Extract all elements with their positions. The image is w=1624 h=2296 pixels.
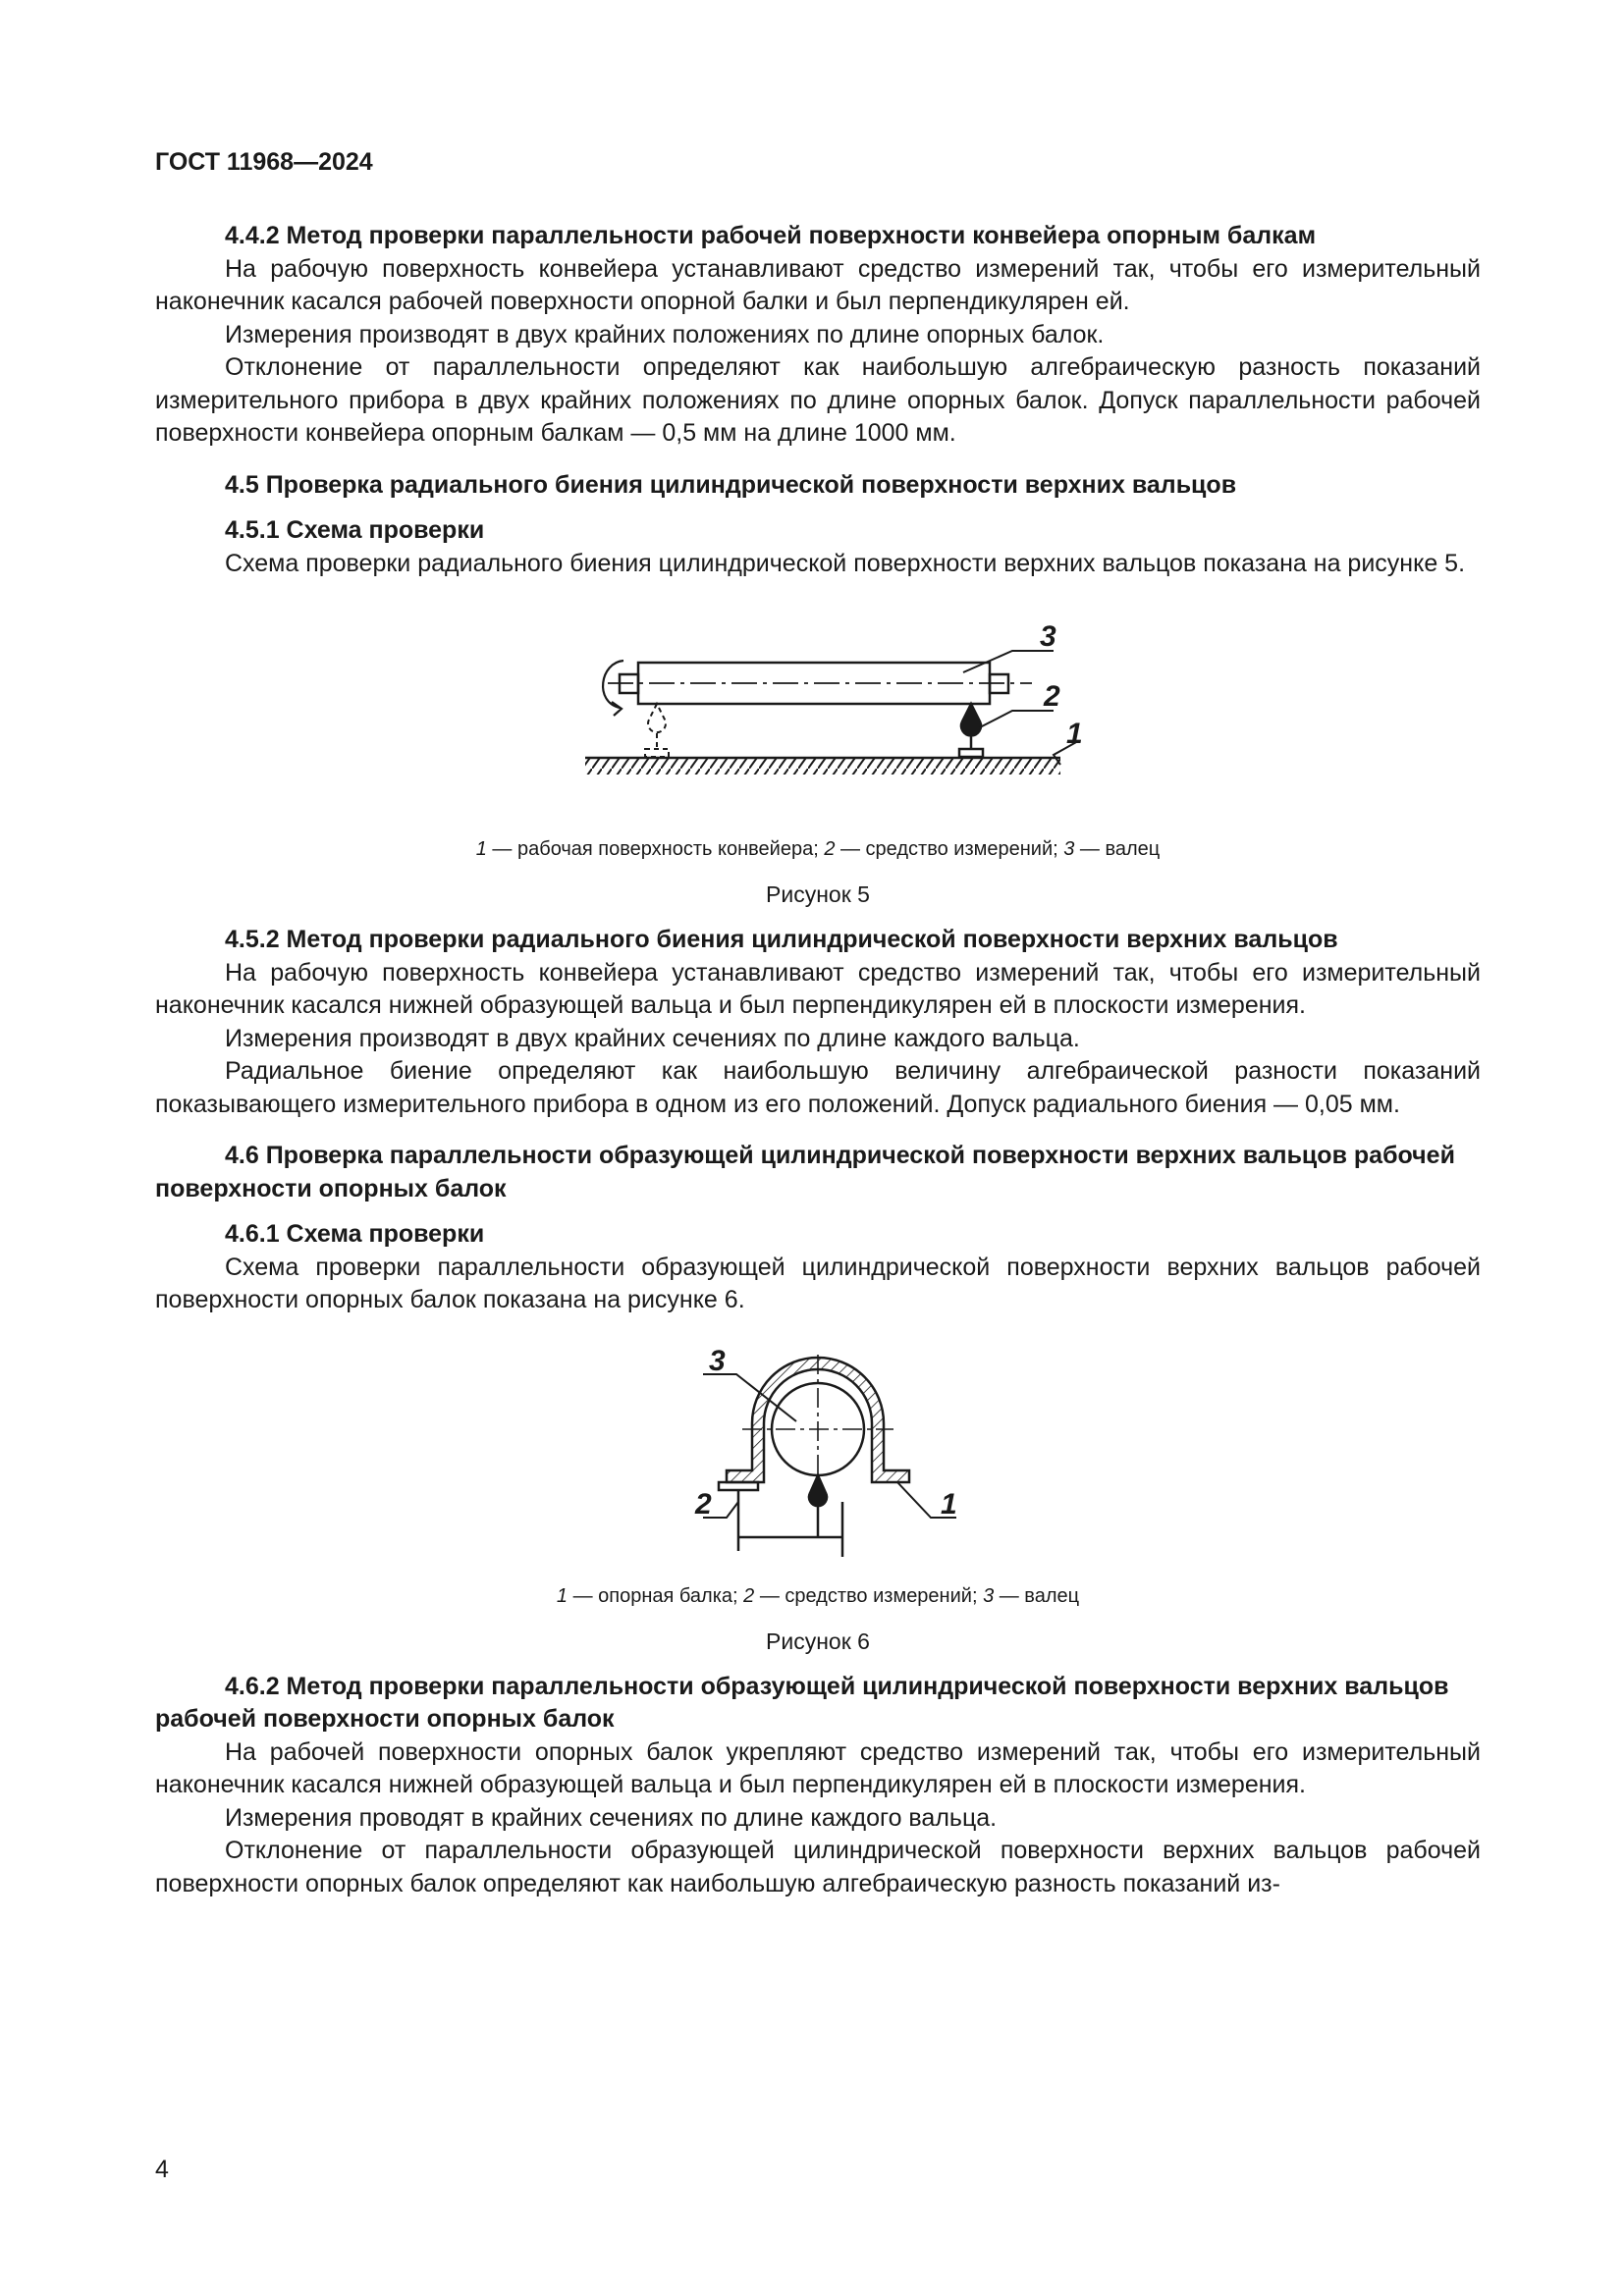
heading-4-5-1: 4.5.1 Схема проверки: [225, 516, 485, 544]
heading-4-6-1: 4.6.1 Схема проверки: [225, 1220, 485, 1248]
legend-number: 1: [556, 1584, 568, 1607]
measuring-instrument: [719, 1475, 842, 1557]
legend-text: — средство измерений;: [835, 838, 1064, 860]
paragraph: Измерения производят в двух крайних положениях по длине опорных балок.: [225, 320, 1105, 348]
paragraph: На рабочую поверхность конвейера устанавливают средство измерений так, чтобы его измерительный наконечник касался рабочей поверхности опорной балки и был перпендикулярен ей.: [155, 254, 1481, 315]
conveyor-surface: [585, 758, 1060, 774]
heading-4-5-2: 4.5.2 Метод проверки радиального биения цилиндрической поверхности верхних вальцов: [225, 926, 1338, 953]
measuring-instrument: [959, 704, 983, 757]
legend-text: — средство измерений;: [754, 1584, 984, 1607]
paragraph: Схема проверки радиального биения цилиндрической поверхности верхних вальцов показана на рисунке 5.: [225, 549, 1466, 577]
paragraph: Измерения проводят в крайних сечениях по длине каждого вальца.: [225, 1803, 998, 1832]
paragraph: Радиальное биение определяют как наибольшую величину алгебраической разности показаний показывающего измерительного прибора в одном из его положений. Допуск радиального биения — 0,05 мм.: [155, 1057, 1481, 1118]
figure-6-caption: Рисунок 6: [766, 1628, 870, 1654]
heading-4-4-2: 4.4.2 Метод проверки параллельности рабочей поверхности конвейера опорным балкам: [225, 222, 1317, 249]
legend-text: — рабочая поверхность конвейера;: [486, 838, 825, 860]
legend-number: 1: [475, 838, 487, 860]
fig5-label-3: 3: [1040, 620, 1056, 653]
paragraph: На рабочую поверхность конвейера устанавливают средство измерений так, чтобы его измерительный наконечник касался нижней образующей вальца и был перпендикулярен ей в плоскости измерения.: [155, 958, 1481, 1019]
figure-5-legend: [155, 837, 1481, 861]
legend-text: — валец: [1074, 838, 1161, 860]
figure-5-roller-runout-scheme: [543, 617, 1093, 824]
fig5-label-1: 1: [1066, 718, 1083, 750]
fig6-label-3: 3: [709, 1344, 726, 1377]
heading-4-6: 4.6 Проверка параллельности образующей цилиндрической поверхности верхних вальцов рабочей поверхности опорных балок: [155, 1142, 1455, 1202]
legend-number: 3: [983, 1584, 995, 1607]
page-content: [155, 220, 1481, 1900]
paragraph: На рабочей поверхности опорных балок укрепляют средство измерений так, чтобы его измерительный наконечник касался нижней образующей вальца и был перпендикулярен ей в плоскости измерения.: [155, 1737, 1481, 1798]
paragraph: Схема проверки параллельности образующей цилиндрической поверхности верхних вальцов рабочей поверхности опорных балок показана на рисунке 6.: [155, 1253, 1481, 1313]
paragraph: Отклонение от параллельности определяют как наибольшую алгебраическую разность показаний измерительного прибора в двух крайних положениях по длине опорных балок. Допуск параллельности рабочей поверхности конвейера опорным балкам — 0,5 мм на длине 1000 мм.: [155, 353, 1481, 447]
document-id: ГОСТ 11968—2024: [155, 148, 373, 176]
leader-lines: [963, 651, 1078, 765]
roller-drawing: [603, 661, 1032, 716]
heading-4-5: 4.5 Проверка радиального биения цилиндрической поверхности верхних вальцов: [225, 470, 1237, 499]
indicator-alternate-position: [645, 704, 669, 757]
paragraph: Отклонение от параллельности образующей цилиндрической поверхности верхних вальцов рабочей поверхности опорных балок определяют как наибольшую алгебраическую разность показаний из-: [155, 1837, 1481, 1897]
figure-6-generatrix-parallelism-scheme: [656, 1345, 980, 1571]
legend-number: 2: [743, 1584, 755, 1607]
legend-text: — валец: [994, 1584, 1080, 1607]
leader-lines: [703, 1374, 956, 1518]
page-number: 4: [155, 2156, 169, 2183]
fig6-label-1: 1: [941, 1487, 957, 1521]
legend-number: 2: [824, 838, 836, 860]
fig6-label-2: 2: [695, 1487, 712, 1521]
paragraph: Измерения производят в двух крайних сечениях по длине каждого вальца.: [225, 1024, 1080, 1052]
fig5-label-2: 2: [1044, 680, 1060, 713]
legend-number: 3: [1063, 838, 1075, 860]
legend-text: — опорная балка;: [568, 1584, 744, 1607]
figure-6-legend: [155, 1584, 1481, 1608]
figure-5-caption: Рисунок 5: [766, 881, 870, 907]
heading-4-6-2: 4.6.2 Метод проверки параллельности образующей цилиндрической поверхности верхних вальцов рабочей поверхности опорных балок: [155, 1672, 1449, 1733]
